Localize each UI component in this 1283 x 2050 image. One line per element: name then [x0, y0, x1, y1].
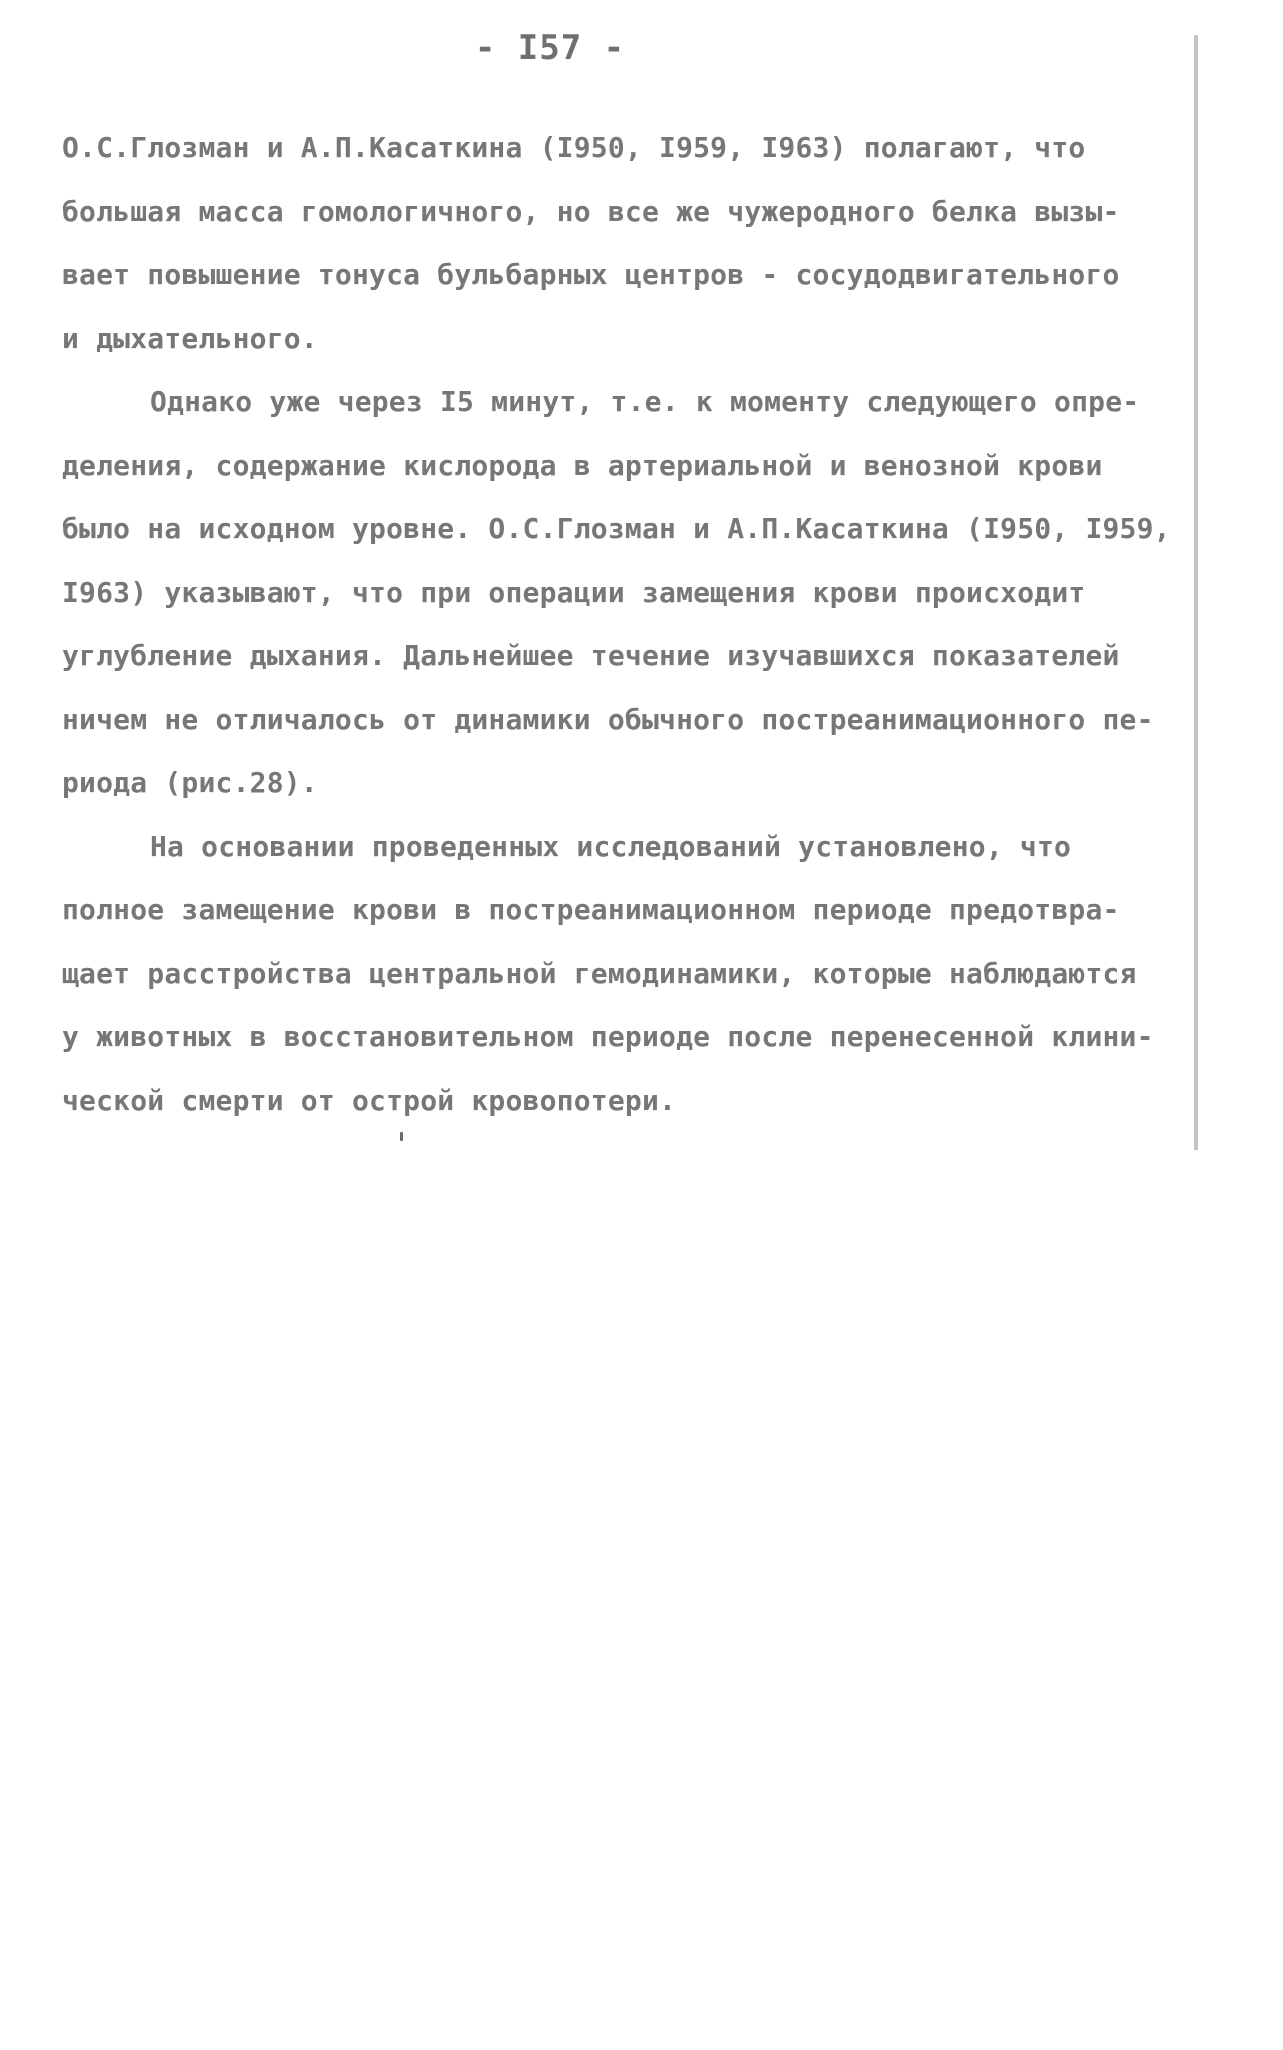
text-line: полное замещение крови в постреанимационном периоде предотвра-: [62, 893, 1120, 926]
page-number: - I57 -: [474, 28, 626, 68]
stray-mark: [400, 1132, 403, 1141]
text-line: Однако уже через I5 минут, т.е. к моменту следующего опре-: [150, 385, 1140, 418]
text-line: и дыхательного.: [62, 321, 318, 355]
body-text: [62, 132, 1192, 1148]
margin-rule: [1194, 35, 1198, 1150]
text-line: О.С.Глозман и А.П.Касаткина (I950, I959, I963) полагают, что: [62, 131, 1086, 164]
text-line: ничем не отличалось от динамики обычного постреанимационного пе-: [62, 702, 1154, 736]
text-line: вает повышение тонуса бульбарных центров - сосудодвигательного: [62, 258, 1120, 291]
text-line: большая масса гомологичного, но все же чужеродного белка вызы-: [62, 194, 1120, 228]
text-line: риода (рис.28).: [62, 766, 318, 799]
text-line: углубление дыхания. Дальнейшее течение изучавшихся показателей: [62, 639, 1120, 672]
text-line: у животных в восстановительном периоде после перенесенной клини-: [62, 1020, 1154, 1053]
text-line: деления, содержание кислорода в артериальной и венозной крови: [62, 448, 1103, 482]
text-line: На основании проведенных исследований установлено, что: [150, 829, 1072, 863]
text-line: I963) указывают, что при операции замещения крови происходит: [62, 575, 1086, 609]
text-line: было на исходном уровне. О.С.Глозман и А.П.Касаткина (I950, I959,: [62, 512, 1171, 545]
text-line: ческой смерти от острой кровопотери.: [62, 1083, 677, 1117]
text-line: щает расстройства центральной гемодинамики, которые наблюдаются: [62, 956, 1137, 990]
